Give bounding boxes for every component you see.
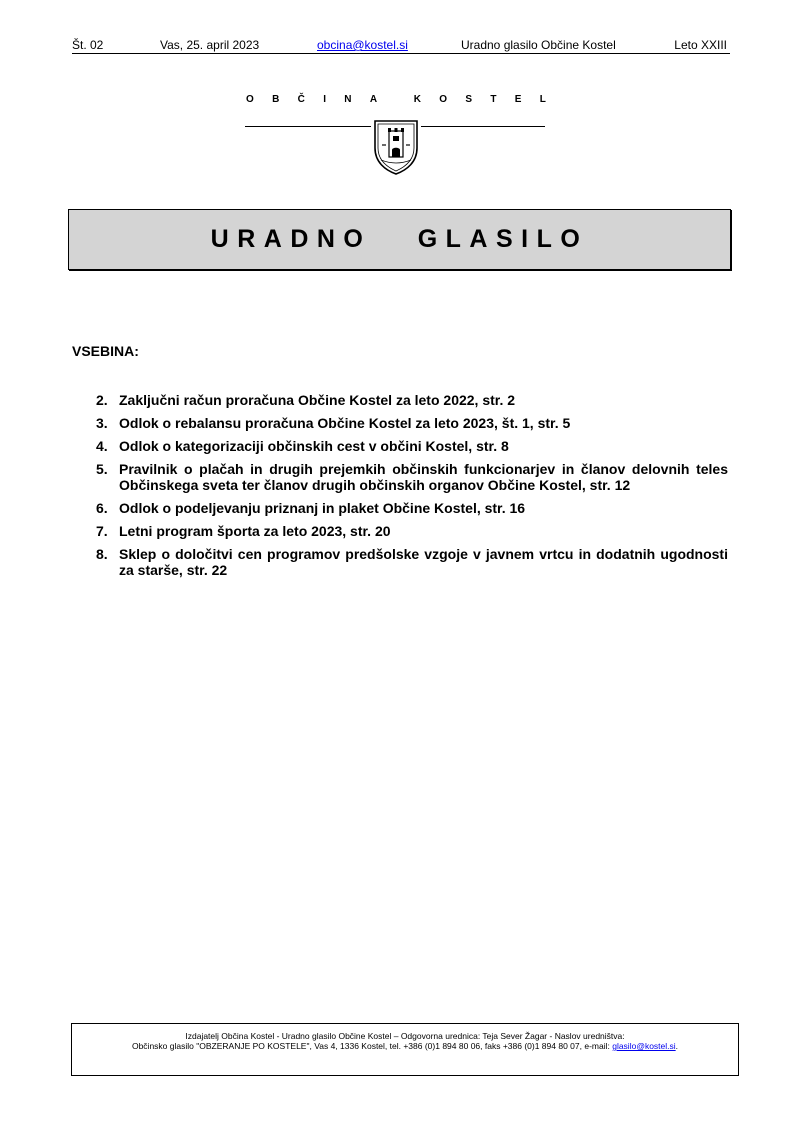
toc-item xyxy=(96,546,728,578)
toc-item-text: Zaključni račun proračuna Občine Kostel za leto 2022, str. 2 xyxy=(119,392,516,408)
header-email-link[interactable]: obcina@kostel.si xyxy=(317,38,408,52)
publication-name: Uradno glasilo Občine Kostel xyxy=(461,38,616,52)
coat-of-arms-icon xyxy=(371,118,421,176)
toc-item-text: Letni program športa za leto 2023, str. 20 xyxy=(119,523,391,539)
logo-letter: O xyxy=(439,94,448,105)
toc-item-number: 5. xyxy=(96,461,108,477)
toc-item xyxy=(96,500,728,516)
toc-item-text: Odlok o rebalansu proračuna Občine Kostel za leto 2023, št. 1, str. 5 xyxy=(119,415,571,431)
document-title: URADNO GLASILO xyxy=(210,225,589,253)
toc-item-text: Pravilnik o plačah in drugih prejemkih občinskih funkcionarjev in članov delovnih teles Občinskega sveta ter članov drugih občinskih organov Občine Kostel, str. 12 xyxy=(119,461,728,493)
logo-letter: B xyxy=(272,94,280,105)
toc-item xyxy=(96,523,728,539)
publisher-line: Izdajatelj Občina Kostel - Uradno glasilo Občine Kostel – Odgovorna urednica: Teja Sever Žagar - Naslov uredništva: xyxy=(185,1031,625,1041)
logo-letter: N xyxy=(344,94,352,105)
toc-item-number: 4. xyxy=(96,438,108,454)
toc-item xyxy=(96,461,728,493)
publication-year: Leto XXIII xyxy=(674,38,727,52)
logo-letter: L xyxy=(539,94,546,105)
issue-date: Vas, 25. april 2023 xyxy=(160,38,260,52)
toc-item xyxy=(96,438,728,454)
logo-letter: K xyxy=(413,94,421,105)
toc-item-number: 7. xyxy=(96,523,108,539)
toc-item-number: 3. xyxy=(96,415,108,431)
toc-item-number: 6. xyxy=(96,500,108,516)
municipality-logo-text xyxy=(246,94,546,105)
contents-heading: VSEBINA: xyxy=(72,343,139,359)
address-text: Občinsko glasilo "OBZERANJE PO KOSTELE", Vas 4, 1336 Kostel, tel. +386 (0)1 894 80 06, faks +386 (0)1 894 80 07, e-mail: xyxy=(131,1041,613,1051)
logo-letter: T xyxy=(490,94,497,105)
toc-item xyxy=(96,392,728,408)
address-end: . xyxy=(675,1041,679,1051)
logo-letter: I xyxy=(323,94,326,105)
publisher-info-box xyxy=(71,1023,739,1076)
toc-item-text: Odlok o podeljevanju priznanj in plaket Občine Kostel, str. 16 xyxy=(119,500,526,516)
logo-letter: Č xyxy=(297,94,305,105)
toc-item-text: Odlok o kategorizaciji občinskih cest v občini Kostel, str. 8 xyxy=(119,438,509,454)
logo-letter: S xyxy=(465,94,472,105)
logo-letter: O xyxy=(246,94,254,105)
page-header xyxy=(72,37,730,54)
toc-item-text: Sklep o določitvi cen programov predšolske vzgoje v javnem vrtcu in dodatnih ugodnosti za starše, str. 22 xyxy=(119,546,728,578)
issue-number: Št. 02 xyxy=(72,38,104,52)
toc-item xyxy=(96,415,728,431)
logo-letter: E xyxy=(514,94,522,105)
address-line xyxy=(72,1041,738,1051)
table-of-contents xyxy=(96,392,728,585)
logo-letter: A xyxy=(369,94,378,105)
toc-item-number: 2. xyxy=(96,392,108,408)
document-title-box xyxy=(68,209,731,270)
toc-item-number: 8. xyxy=(96,546,108,562)
footer-email-link[interactable]: glasilo@kostel.si xyxy=(612,1041,676,1051)
